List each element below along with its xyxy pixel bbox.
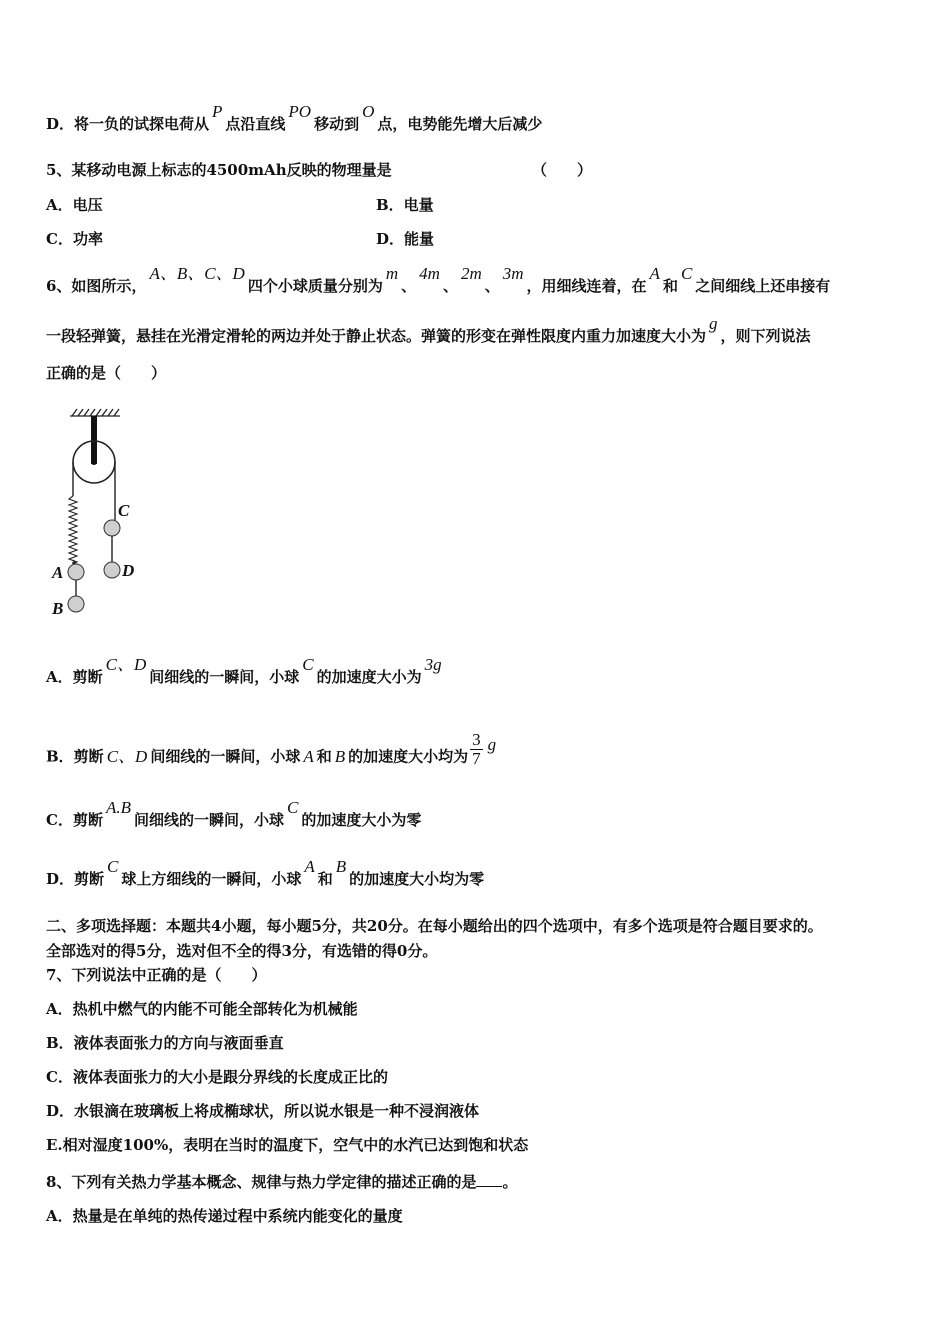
q5-option-a: A．电压 bbox=[46, 196, 103, 214]
q7-stem: 7、下列说法中正确的是（ ） bbox=[46, 966, 267, 984]
ball-a bbox=[68, 564, 84, 580]
ball-b bbox=[68, 596, 84, 612]
q5-option-c: C．功率 bbox=[46, 230, 103, 248]
q8-stem: 8、下列有关热力学基本概念、规律与热力学定律的描述正确的是 。 bbox=[46, 1173, 518, 1191]
q7-option-a: A．热机中燃气的内能不可能全部转化为机械能 bbox=[46, 1000, 358, 1018]
q7-option-b: B．液体表面张力的方向与液面垂直 bbox=[46, 1034, 284, 1052]
ball-c bbox=[104, 520, 120, 536]
q6-stem-line2: 一段轻弹簧，悬挂在光滑定滑轮的两边并处于静止状态。弹簧的形变在弹性限度内重力加速度大小为g，则下列说法 bbox=[46, 314, 811, 345]
label-c: C bbox=[118, 501, 130, 520]
q4-option-d: D．将一负的试探电荷从P点沿直线PO移动到O点，电势能先增大后减少 bbox=[46, 102, 543, 133]
section2-heading-line1: 二、多项选择题：本题共4小题，每小题5分，共20分。在每小题给出的四个选项中，有多个选项是符合题目要求的。 bbox=[46, 917, 823, 935]
q5-stem: 5、某移动电源上标志的4500mAh反映的物理量是 bbox=[46, 161, 392, 179]
label-b: B bbox=[52, 599, 64, 618]
q7-option-d: D．水银滴在玻璃板上将成椭球状，所以说水银是一种不浸润液体 bbox=[46, 1102, 480, 1120]
q5-option-d: D．能量 bbox=[376, 230, 435, 248]
q6-option-d: D．剪断C球上方细线的一瞬间，小球A和B的加速度大小均为零 bbox=[46, 857, 485, 888]
ceiling-hatch bbox=[70, 409, 120, 416]
q6-option-c: C．剪断A.B间细线的一瞬间，小球C的加速度大小为零 bbox=[46, 798, 422, 829]
pulley-rod bbox=[91, 416, 97, 464]
label-a: A bbox=[52, 563, 64, 582]
q7-option-e: E.相对湿度100%，表明在当时的温度下，空气中的水汽已达到饱和状态 bbox=[46, 1136, 529, 1154]
label-d: D bbox=[122, 561, 135, 580]
section2-heading-line2: 全部选对的得5分，选对但不全的得3分，有选错的得0分。 bbox=[46, 942, 438, 960]
pulley-diagram bbox=[40, 404, 150, 624]
q5-answer-paren: （ ） bbox=[532, 161, 593, 179]
q6-stem-line3: 正确的是（ ） bbox=[46, 364, 167, 382]
answer-blank bbox=[476, 1172, 502, 1187]
q6-stem-line1: 6、如图所示，A、B、C、D四个小球质量分别为m、4m、2m、3m，用细线连着，在A和C之间细线上还串接有 bbox=[46, 264, 831, 295]
spring bbox=[69, 496, 77, 564]
q6-option-a: A．剪断C、D间细线的一瞬间，小球C的加速度大小为3g bbox=[46, 655, 442, 686]
ball-d bbox=[104, 562, 120, 578]
q7-option-c: C．液体表面张力的大小是跟分界线的长度成正比的 bbox=[46, 1068, 388, 1086]
q6-option-b: B．剪断 C、D 间细线的一瞬间，小球 A 和 B 的加速度大小均为 $\frac{3}{7}$ g bbox=[46, 730, 497, 768]
pulley-axle bbox=[91, 459, 97, 465]
fraction-three-sevenths: $\frac{3}{7}$ bbox=[472, 730, 481, 768]
q5-option-b: B．电量 bbox=[376, 196, 434, 214]
q8-option-a: A．热量是在单纯的热传递过程中系统内能变化的量度 bbox=[46, 1207, 403, 1225]
